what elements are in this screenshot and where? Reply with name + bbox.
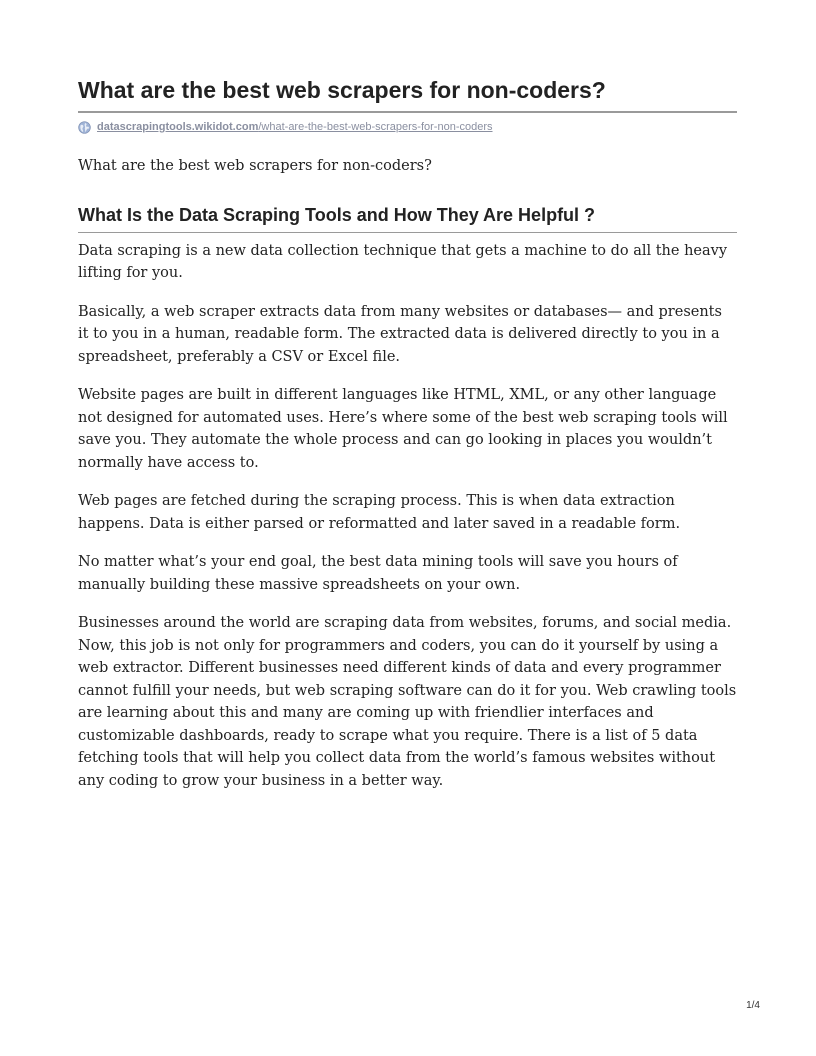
paragraph: No matter what’s your end goal, the best data mining tools will save you hours of manually building these massive spreadsheets on your own.	[78, 554, 678, 593]
paragraph: Basically, a web scraper extracts data from many websites or databases— and presents it to you in a human, readable form. The extracted data is delivered directly to you in a spreadsheet, preferably a CSV or Excel file.	[78, 303, 722, 365]
paragraph: Website pages are built in different languages like HTML, XML, or any other language not designed for automated uses. Here’s where some of the best web scraping tools will save you. They automate the whole process and can go looking in places you wouldn’t normally have access to.	[78, 387, 728, 471]
source-line	[78, 119, 737, 135]
source-domain: datascrapingtools.wikidot.com	[97, 121, 259, 133]
source-path: /what-are-the-best-web-scrapers-for-non-coders	[258, 121, 493, 133]
paragraph: Data scraping is a new data collection technique that gets a machine to do all the heavy lifting for you.	[78, 242, 728, 281]
paragraph: Businesses around the world are scraping data from websites, forums, and social media. Now, this job is not only for programmers and coders, you can do it yourself by using a web extractor. Different businesses need different kinds of data and every programmer cannot fulfill your needs, but web scraping software can do it for you. Web crawling tools are learning about this and many are coming up with friendlier interfaces and customizable dashboards, ready to scrape what you require. There is a list of 5 data fetching tools that will help you collect data from the world’s famous websites without any coding to grow your business in a better way.	[78, 615, 737, 789]
intro-text: What are the best web scrapers for non-coders?	[78, 158, 432, 174]
globe-icon	[78, 121, 91, 134]
source-url-link[interactable]	[97, 120, 493, 134]
page-title: What are the best web scrapers for non-coders?	[78, 0, 737, 113]
document-page	[78, 0, 737, 792]
page-number: 1/4	[746, 1000, 760, 1011]
section-heading: What Is the Data Scraping Tools and How They Are Helpful ?	[78, 204, 737, 233]
paragraph: Web pages are fetched during the scraping process. This is when data extraction happens. Data is either parsed or reformatted and later saved in a readable form.	[78, 493, 681, 532]
